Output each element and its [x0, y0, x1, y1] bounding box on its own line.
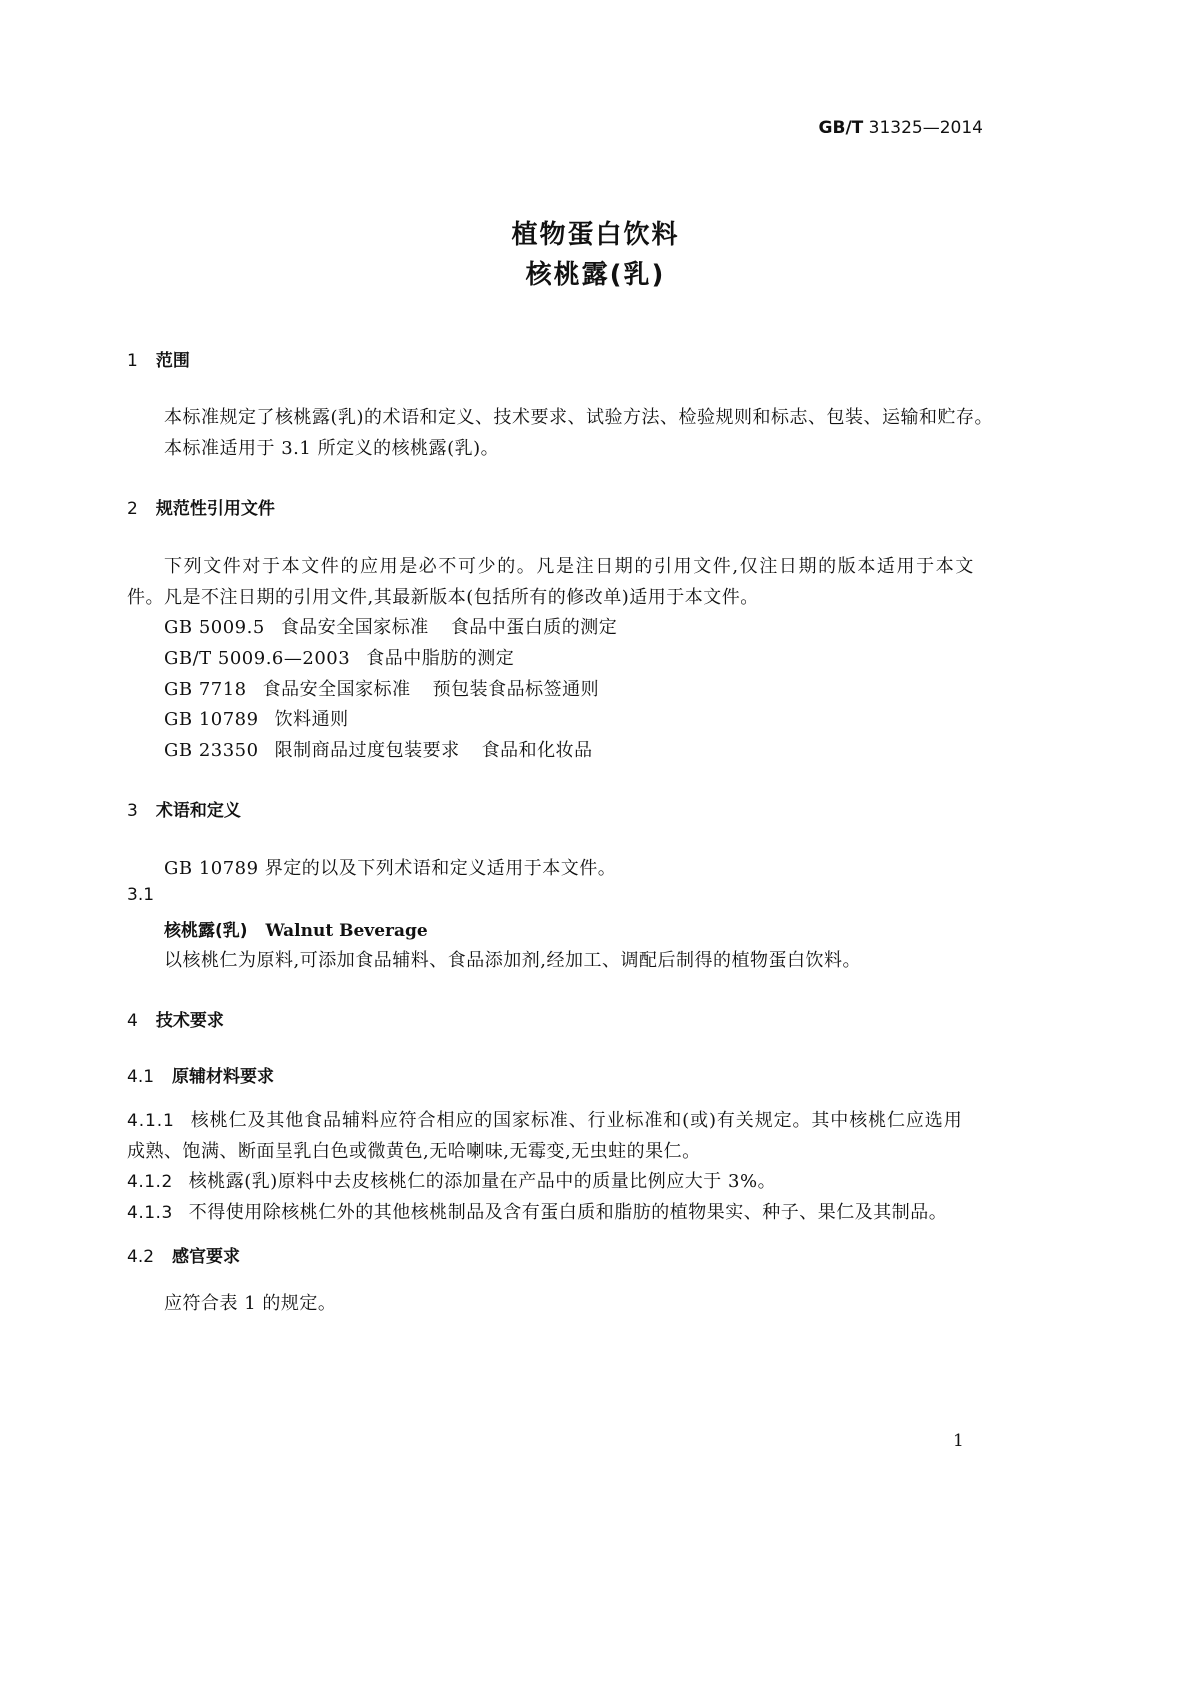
- section-4-heading: [127, 1006, 224, 1031]
- clause-number: 4.1.3: [127, 1203, 173, 1223]
- standard-code: [819, 118, 983, 138]
- section-number: 1: [127, 351, 138, 371]
- reference-name: 食品安全国家标准: [262, 679, 411, 700]
- section-2-paragraph-line1: 下列文件对于本文件的应用是必不可少的。凡是注日期的引用文件,仅注日期的版本适用于本文: [164, 556, 975, 577]
- clause-text: 核桃仁及其他食品辅料应符合相应的国家标准、行业标准和(或)有关规定。其中核桃仁应选用: [190, 1110, 963, 1131]
- reference-code: GB 10789: [164, 709, 259, 730]
- section-1-paragraph-2: 本标准适用于 3.1 所定义的核桃露(乳)。: [164, 438, 500, 459]
- section-title: 范围: [155, 351, 190, 371]
- section-2-paragraph-line2: 件。凡是不注日期的引用文件,其最新版本(包括所有的修改单)适用于本文件。: [127, 587, 759, 608]
- clause-4-1-2: [127, 1167, 776, 1193]
- section-4-2-heading: [127, 1242, 240, 1267]
- section-title: 术语和定义: [155, 801, 241, 821]
- section-number: 4: [127, 1011, 138, 1031]
- reference-name-2: 食品和化妆品: [481, 740, 593, 761]
- reference-item: [164, 613, 617, 639]
- doc-title-line1: 植物蛋白饮料: [511, 220, 680, 250]
- section-3-paragraph-1: GB 10789 界定的以及下列术语和定义适用于本文件。: [164, 858, 617, 879]
- section-4-1-heading: [127, 1062, 274, 1087]
- clause-text: 不得使用除核桃仁外的其他核桃制品及含有蛋白质和脂肪的植物果实、种子、果仁及其制品。: [188, 1202, 948, 1223]
- term-english: Walnut Beverage: [265, 921, 428, 941]
- standard-code-number: 31325—2014: [868, 118, 983, 138]
- clause-text: 核桃露(乳)原料中去皮核桃仁的添加量在产品中的质量比例应大于 3%。: [188, 1171, 777, 1192]
- section-3-heading: [127, 796, 241, 821]
- page-number: 1: [953, 1431, 964, 1451]
- section-1-paragraph-1: 本标准规定了核桃露(乳)的术语和定义、技术要求、试验方法、检验规则和标志、包装、运输和贮存。: [164, 407, 994, 428]
- reference-code: GB 7718: [164, 679, 247, 700]
- reference-name: 限制商品过度包装要求: [274, 740, 460, 761]
- section-2-heading: [127, 494, 275, 519]
- reference-name: 饮料通则: [274, 709, 349, 730]
- clause-4-1-1-line1: [127, 1106, 963, 1132]
- clause-number: 4.1.1: [127, 1111, 175, 1131]
- standard-code-prefix: GB/T: [818, 118, 864, 138]
- reference-code: GB 23350: [164, 740, 259, 761]
- reference-name-2: 预包装食品标签通则: [432, 679, 600, 700]
- clause-4-1-1-line2: 成熟、饱满、断面呈乳白色或微黄色,无哈喇味,无霉变,无虫蛀的果仁。: [127, 1141, 701, 1162]
- section-number: 2: [127, 499, 138, 519]
- reference-item: [164, 705, 349, 731]
- term-chinese: 核桃露(乳): [164, 921, 248, 941]
- section-title: 规范性引用文件: [155, 499, 275, 519]
- section-title: 原辅材料要求: [172, 1067, 275, 1087]
- reference-code: GB 5009.5: [164, 617, 265, 638]
- section-4-2-paragraph-1: 应符合表 1 的规定。: [164, 1293, 337, 1314]
- section-number: 4.2: [127, 1247, 155, 1267]
- section-title: 技术要求: [155, 1011, 224, 1031]
- term-heading: [164, 916, 428, 941]
- reference-name: 食品安全国家标准: [280, 617, 429, 638]
- clause-4-1-3: [127, 1198, 947, 1224]
- clause-number: 4.1.2: [127, 1172, 173, 1192]
- reference-item: [164, 644, 514, 670]
- section-number: 3: [127, 801, 138, 821]
- doc-title-line2: 核桃露(乳): [525, 260, 666, 290]
- reference-code: GB/T 5009.6—2003: [164, 648, 351, 669]
- section-1-heading: [127, 346, 190, 371]
- reference-item: [164, 736, 593, 762]
- term-definition: 以核桃仁为原料,可添加食品辅料、食品添加剂,经加工、调配后制得的植物蛋白饮料。: [164, 950, 861, 971]
- reference-name-2: 食品中蛋白质的测定: [450, 617, 618, 638]
- section-number: 4.1: [127, 1067, 155, 1087]
- term-number: 3.1: [127, 885, 155, 905]
- reference-item: [164, 675, 599, 701]
- section-title: 感官要求: [172, 1247, 241, 1267]
- reference-name: 食品中脂肪的测定: [366, 648, 515, 669]
